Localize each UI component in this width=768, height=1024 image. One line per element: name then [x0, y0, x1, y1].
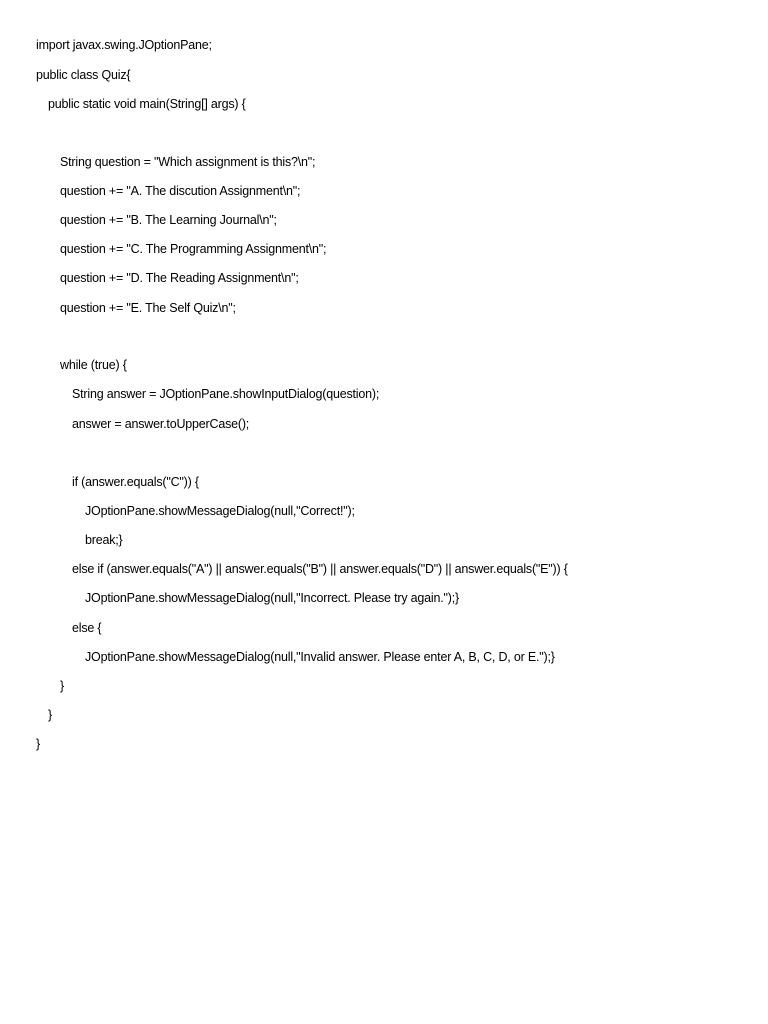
code-line: question += "C. The Programming Assignment\n";	[60, 242, 327, 256]
code-line: question += "D. The Reading Assignment\n";	[60, 271, 299, 285]
code-line: import javax.swing.JOptionPane;	[36, 38, 212, 52]
code-line: if (answer.equals("C")) {	[72, 475, 199, 489]
code-line: break;}	[85, 533, 123, 547]
code-line: public static void main(String[] args) {	[48, 97, 246, 111]
code-line: question += "E. The Self Quiz\n";	[60, 301, 236, 315]
code-line: question += "B. The Learning Journal\n";	[60, 213, 277, 227]
code-line: }	[48, 708, 52, 722]
code-line: }	[36, 737, 40, 751]
code-line: String question = "Which assignment is this?\n";	[60, 155, 316, 169]
code-line: while (true) {	[60, 358, 127, 372]
code-line: }	[60, 679, 64, 693]
code-line: else if (answer.equals("A") || answer.equals("B") || answer.equals("D") || answer.equals("E")) {	[72, 562, 568, 576]
code-line: question += "A. The discution Assignment\n";	[60, 184, 301, 198]
code-line: public class Quiz{	[36, 68, 131, 82]
code-line: answer = answer.toUpperCase();	[72, 417, 250, 431]
code-line: JOptionPane.showMessageDialog(null,"Invalid answer. Please enter A, B, C, D, or E.");}	[85, 650, 555, 664]
code-line: else {	[72, 621, 102, 635]
code-line: JOptionPane.showMessageDialog(null,"Incorrect. Please try again.");}	[85, 591, 459, 605]
code-line: JOptionPane.showMessageDialog(null,"Correct!");	[85, 504, 355, 518]
code-line: String answer = JOptionPane.showInputDialog(question);	[72, 387, 380, 401]
